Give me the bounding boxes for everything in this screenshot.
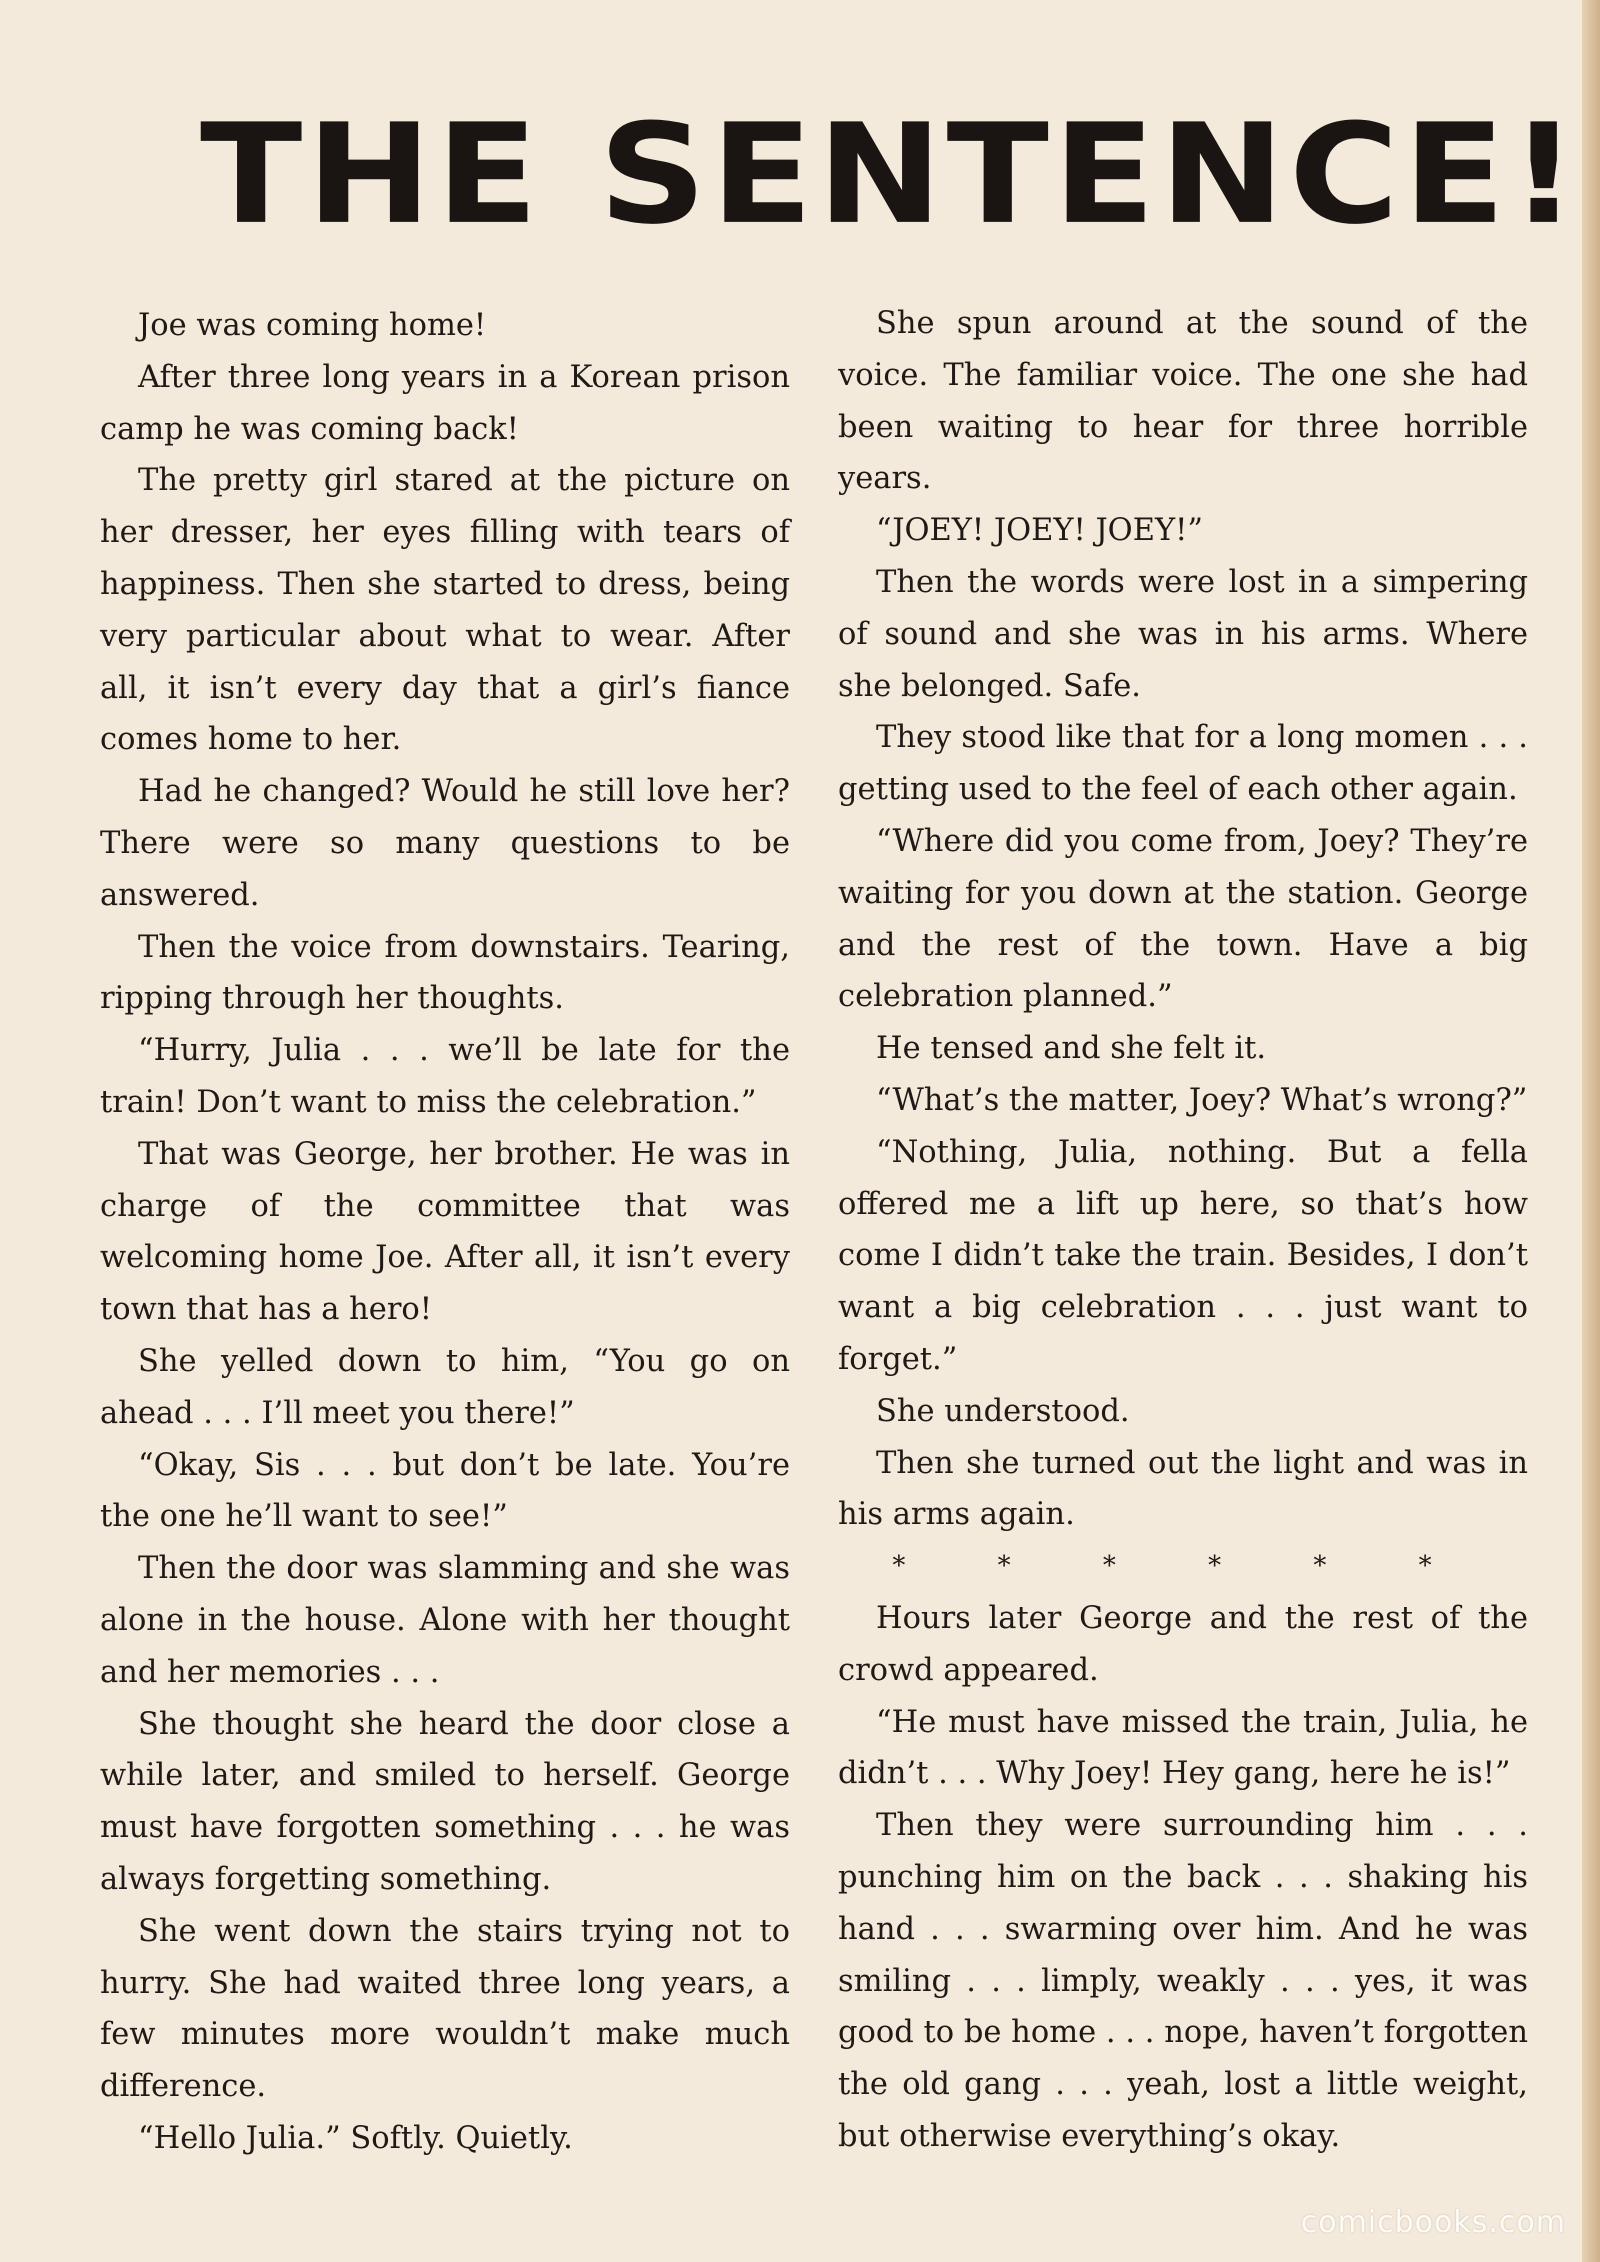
- page-edge: [1582, 0, 1600, 2262]
- paragraph: “Okay, Sis . . . but don’t be late. You’re the one he’ll want to see!”: [100, 1447, 790, 1535]
- paragraph: She went down the stairs trying not to hurry. She had waited three long years, a few minutes more wouldn’t make much difference.: [100, 1913, 790, 2105]
- paragraph: Then the door was slamming and she was alone in the house. Alone with her thought and her memories . . .: [100, 1551, 790, 1690]
- paragraph: “Where did you come from, Joey? They’re waiting for you down at the station. George and the rest of the town. Have a big celebration planned.”: [838, 823, 1528, 1015]
- paragraph: They stood like that for a long momen . . . getting used to the feel of each other again.: [838, 720, 1528, 808]
- paragraph: Hours later George and the rest of the crowd appeared.: [838, 1600, 1528, 1688]
- paragraph: Then she turned out the light and was in his arms again.: [838, 1445, 1528, 1533]
- paragraph: Then they were surrounding him . . . punching him on the back . . . shaking his hand . . . swarming over him. And he was smiling . . . limply, weakly . . . yes, it was good to be home . . . nope, haven’t forgotten the old gang . . . yeah, lost a little weight, but otherwise everything’s okay.: [838, 1808, 1528, 2154]
- paragraph: “Hurry, Julia . . . we’ll be late for the train! Don’t want to miss the celebration.”: [100, 1033, 790, 1120]
- left-column: [100, 300, 790, 2165]
- paragraph: “JOEY! JOEY! JOEY!”: [876, 513, 1203, 549]
- story-title: THE SENTENCE!: [200, 94, 1582, 256]
- paragraph: She yelled down to him, “You go on ahead . . . I’ll meet you there!”: [100, 1343, 790, 1431]
- paragraph: That was George, her brother. He was in charge of the committee that was welcoming home Joe. After all, it isn’t every town that has a hero!: [100, 1136, 790, 1328]
- paragraph: Then the voice from downstairs. Tearing, ripping through her thoughts.: [100, 929, 790, 1017]
- watermark-logo: comicbooks.com: [1300, 2205, 1566, 2240]
- paragraph: “What’s the matter, Joey? What’s wrong?”: [876, 1082, 1528, 1118]
- paragraph: She thought she heard the door close a while later, and smiled to herself. George must have forgotten something . . . he was always forgetting something.: [100, 1706, 790, 1897]
- paragraph: “Nothing, Julia, nothing. But a fella offered me a lift up here, so that’s how come I didn’t take the train. Besides, I don’t want a big celebration . . . just want to forget.”: [838, 1134, 1528, 1377]
- paragraph: Had he changed? Would he still love her? There were so many questions to be answered.: [100, 774, 790, 913]
- paragraph: After three long years in a Korean prison camp he was coming back!: [100, 359, 790, 447]
- paragraph: Then the words were lost in a simpering of sound and she was in his arms. Where she belonged. Safe.: [838, 564, 1528, 704]
- section-separator: * * * * * *: [892, 1551, 1474, 1582]
- paragraph: Joe was coming home!: [138, 308, 487, 343]
- paragraph: “He must have missed the train, Julia, he didn’t . . . Why Joey! Hey gang, here he is!”: [838, 1704, 1528, 1792]
- paragraph: He tensed and she felt it.: [876, 1031, 1267, 1067]
- paragraph: She spun around at the sound of the voice. The familiar voice. The one she had been waiting to hear for three horrible years.: [838, 306, 1528, 497]
- right-column: [838, 298, 1528, 2163]
- paragraph: “Hello Julia.” Softly. Quietly.: [138, 2120, 573, 2156]
- paragraph: She understood.: [876, 1393, 1130, 1429]
- paragraph: The pretty girl stared at the picture on her dresser, her eyes filling with tears of happiness. Then she started to dress, being very particular about what to wear. After all, it isn’t every day that a girl’s fiance comes home to her.: [100, 463, 790, 758]
